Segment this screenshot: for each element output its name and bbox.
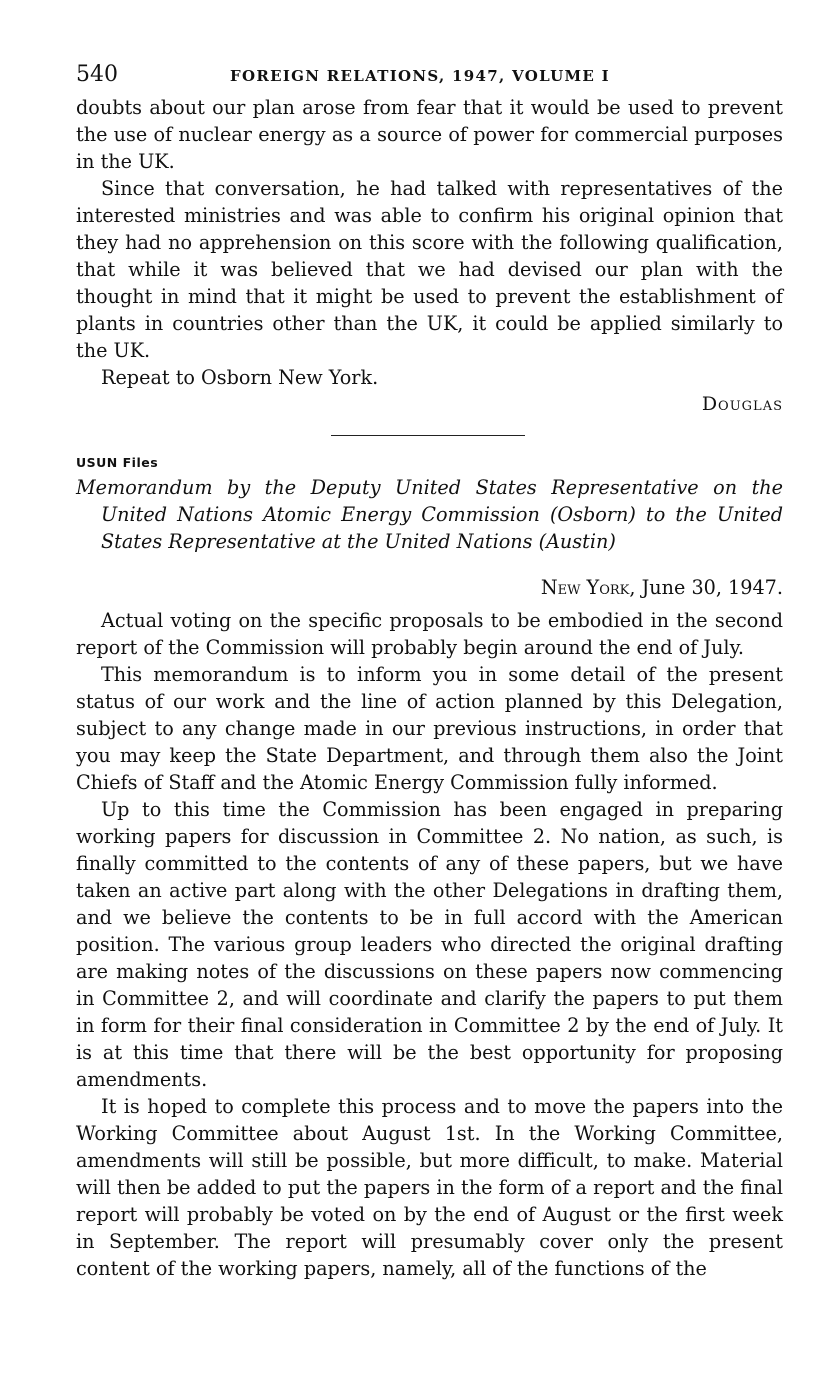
- paragraph: Actual voting on the specific proposals to be embodied in the second report of the Commission will probably begin around the end of July.: [76, 609, 783, 659]
- document-page: [76, 60, 783, 1282]
- signature: Douglas: [701, 393, 783, 415]
- dateline: [76, 574, 783, 601]
- paragraph: Since that conversation, he had talked with representatives of the interested ministries and was able to confirm his original opinion that they had no apprehension on this score with the following qualification, that while it was believed that we had devised our plan with the thought in mind that it might be used to prevent the establishment of plants in countries other than the UK, it could be applied similarly to the UK.: [76, 177, 783, 362]
- document-title: Memorandum by the Deputy United States Representative on the United Nations Atomic Energy Commission (Osborn) to the United States Representative at the United Nations (Austin): [76, 476, 783, 553]
- paragraph-continued: doubts about our plan arose from fear that it would be used to prevent the use of nuclear energy as a source of power for commercial purposes in the UK.: [76, 96, 783, 173]
- page-number: 540: [76, 62, 118, 87]
- dateline-date: June 30, 1947.: [635, 576, 783, 599]
- paragraph: Repeat to Osborn New York.: [101, 366, 379, 389]
- page-header: [76, 60, 783, 94]
- divider-rule: [331, 435, 525, 436]
- paragraph: It is hoped to complete this process and to move the papers into the Working Committee about August 1st. In the Working Committee, amendments will still be possible, but more difficult, to make. Material will then be added to put the papers in the form of a report and the final report will probably be voted on by the end of August or the first week in September. The report will presumably cover only the present content of the working papers, namely, all of the functions of the: [76, 1095, 783, 1280]
- dateline-place: New York,: [540, 576, 636, 599]
- section-divider: [76, 418, 783, 446]
- paragraph: This memorandum is to inform you in some detail of the present status of our work and the line of action planned by this Delegation, subject to any change made in our previous instructions, in order that you may keep the State Department, and through them also the Joint Chiefs of Staff and the Atomic Energy Commission fully informed.: [76, 663, 783, 794]
- running-head: FOREIGN RELATIONS, 1947, VOLUME I: [230, 67, 610, 85]
- paragraph: Up to this time the Commission has been engaged in preparing working papers for discussion in Committee 2. No nation, as such, is finally committed to the contents of any of these papers, but we have taken an active part along with the other Delegations in drafting them, and we believe the contents to be in full accord with the American position. The various group leaders who directed the original drafting are making notes of the discussions on these papers now commencing in Committee 2, and will coordinate and clarify the papers to put them in form for their final consideration in Committee 2 by the end of July. It is at this time that there will be the best opportunity for proposing amendments.: [76, 798, 783, 1091]
- source-note: USUN Files: [76, 455, 159, 470]
